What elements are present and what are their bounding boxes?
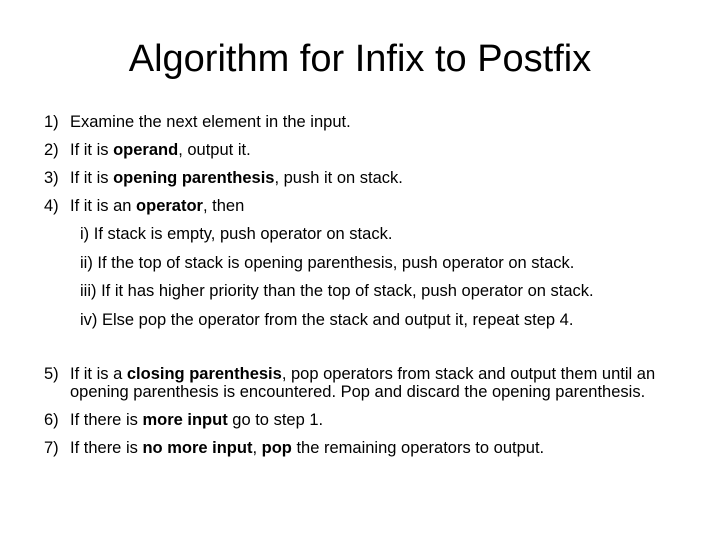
step-text: If it is a (70, 365, 127, 383)
algorithm-steps (44, 108, 704, 462)
step-text: , then (202, 197, 245, 215)
slide-title: Algorithm for Infix to Postfix (128, 38, 592, 80)
step-number: 4) (44, 197, 59, 215)
step-text: , output it. (178, 141, 251, 159)
step-7 (44, 434, 704, 462)
step-text: If it is an (70, 197, 137, 215)
step-text: , push it on stack. (274, 169, 403, 187)
step-5 (44, 360, 690, 406)
step-4 (44, 192, 704, 220)
step-number: 7) (44, 439, 59, 457)
step-text: If it is (70, 141, 114, 159)
step-number: 5) (44, 365, 59, 383)
step-keyword: operand (113, 141, 179, 159)
step-number: 3) (44, 169, 59, 187)
step-keyword: operator (136, 197, 203, 215)
step-text: , pop operators from stack and output them until an opening parenthesis is encountered. Pop and discard the opening parenthesis. (70, 365, 656, 401)
step-text: the remaining operators to output. (291, 439, 545, 457)
step-1 (44, 108, 704, 136)
step-number: 2) (44, 141, 59, 159)
step-2 (44, 136, 704, 164)
substep-iv: iv) Else pop the operator from the stack and output it, repeat step 4. (80, 310, 574, 329)
step-text: If it is (70, 169, 114, 187)
step-text: , (252, 439, 262, 457)
step-text: If there is (70, 439, 143, 457)
substep-ii: ii) If the top of stack is opening parenthesis, push operator on stack. (80, 253, 575, 272)
step-keyword: pop (261, 439, 292, 457)
substep-iii: iii) If it has higher priority than the top of stack, push operator on stack. (80, 282, 594, 300)
step-keyword: opening parenthesis (113, 169, 275, 187)
step-6 (44, 406, 704, 434)
step-number: 6) (44, 411, 59, 429)
step-number: 1) (44, 113, 59, 131)
step-keyword: more input (142, 411, 228, 429)
substep-i: i) If stack is empty, push operator on stack. (80, 225, 393, 243)
step-text: go to step 1. (227, 411, 324, 429)
step-keyword: no more input (142, 439, 253, 457)
step-text: If there is (70, 411, 143, 429)
step-3 (44, 164, 704, 192)
step-keyword: closing parenthesis (126, 365, 282, 383)
step-text: Examine the next element in the input. (70, 113, 351, 131)
spacer (44, 334, 704, 360)
